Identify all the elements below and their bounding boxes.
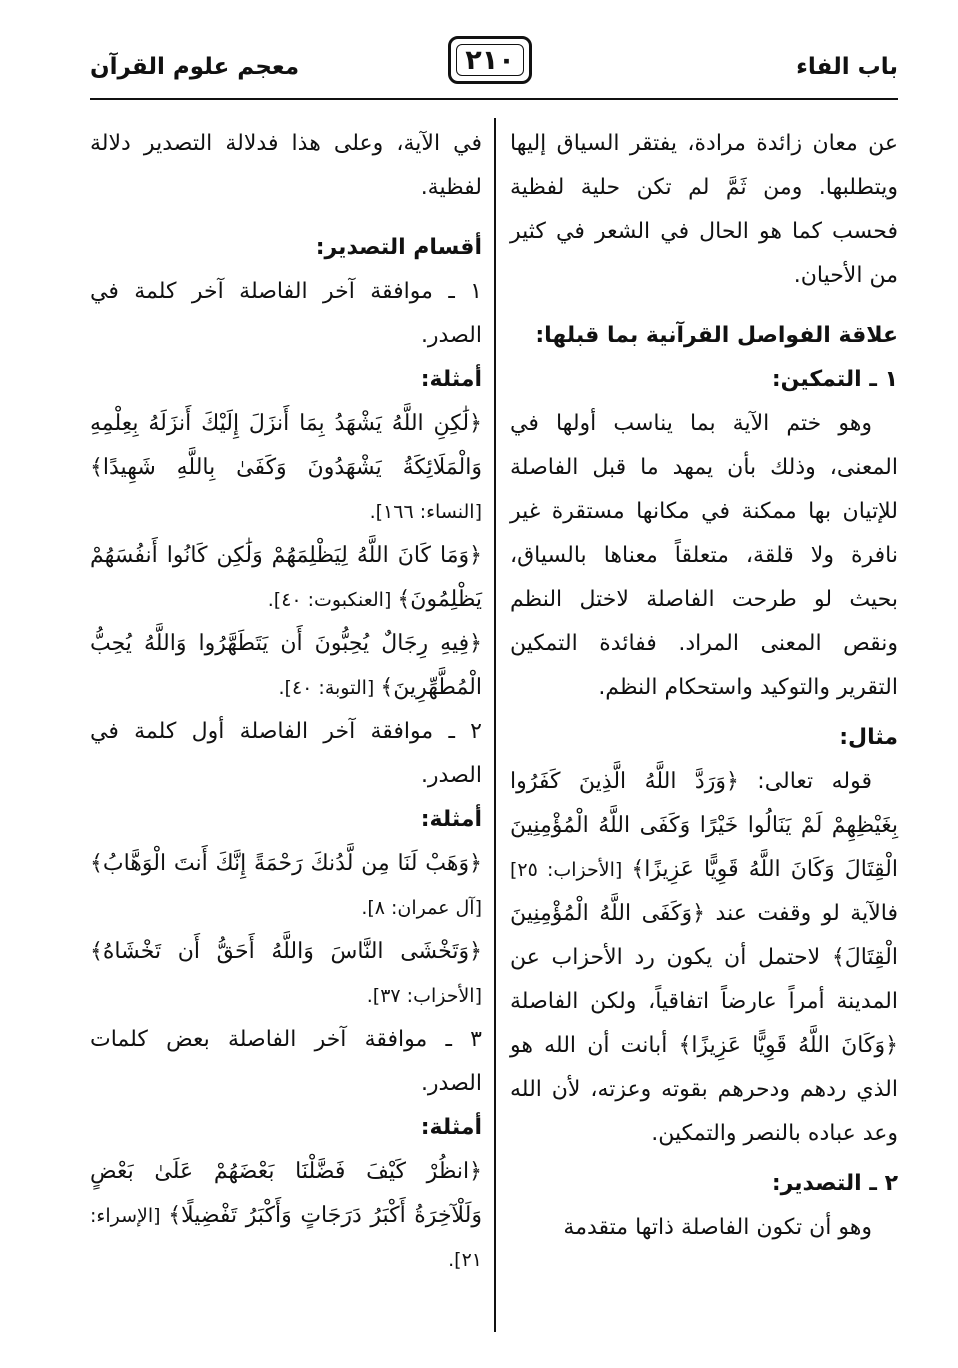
quran-verse: ﴿وَمَا كَانَ اللَّهُ لِيَظْلِمَهُمْ وَلَٰكِن كَانُوا أَنفُسَهُمْ يَظْلِمُونَ﴾	[90, 543, 482, 612]
paragraph: وهو ختم الآية بما يناسب أولها في المعنى، وذلك بأن يمهد ما قبل الفاصلة للإتيان بها ممكنة في مكانها مستقرة غير نافرة ولا قلقة، متعلقاً معناها بالسياق، بحيث لو طرحت الفاصلة لاختل النظم ونقص المعنى المراد. ففائدة التمكين التقرير والتوكيد واستحكام النظم.	[510, 411, 898, 700]
left-column	[90, 122, 482, 1332]
verse-reference: [العنكبوت: ٤٠].	[267, 589, 398, 611]
example-verse	[90, 622, 482, 710]
example-text: أبانت أن الله هو الذي ردهم ودحرهم بقوته وعزته، لأن الله وعد عباده بالنصر والتمكين.	[510, 1033, 898, 1146]
example-verse	[90, 534, 482, 622]
section-heading: علاقة الفواصل القرآنية بما قبلها:	[535, 323, 898, 348]
examples-heading: أمثلة:	[420, 807, 482, 832]
examples-heading: أمثلة:	[420, 367, 482, 392]
column-divider	[494, 118, 496, 1332]
paragraph: في الآية، وعلى هذا فدلالة التصدير دلالة لفظية.	[90, 131, 482, 200]
examples-heading: أمثلة:	[420, 1115, 482, 1140]
example-heading: مثال:	[839, 725, 898, 750]
paragraph: عن معان زائدة مرادة، يفتقر السياق إليها ويتطلبها. ومن ثَمَّ لم تكن حلية لفظية فحسب كما هو الحال في الشعر في كثير من الأحيان.	[510, 131, 898, 288]
subsection-heading: ١ ـ التمكين:	[771, 367, 898, 392]
quran-verse: ﴿وَتَخْشَى النَّاسَ وَاللَّهُ أَحَقُّ أَن تَخْشَاهُ﴾	[90, 939, 482, 964]
verse-reference: [الإسراء: ٢١].	[90, 1205, 482, 1271]
verse-reference: [الأحزاب: ٣٧].	[366, 985, 482, 1007]
subsection-heading: ٢ ـ التصدير:	[771, 1171, 898, 1196]
section-heading: أقسام التصدير:	[315, 235, 482, 260]
paragraph: وهو أن تكون الفاصلة ذاتها متقدمة	[563, 1215, 872, 1240]
list-item: ٣ ـ موافقة آخر الفاصلة بعض كلمات الصدر.	[90, 1027, 482, 1096]
example-verse	[90, 842, 482, 930]
verse-reference: [النساء: ١٦٦].	[369, 501, 482, 523]
verse-reference: [الأحزاب: ٢٥]	[510, 859, 632, 881]
example-lead: قوله تعالى:	[738, 769, 872, 794]
right-column	[510, 122, 898, 1332]
quran-verse: ﴿وَرَدَّ اللَّهُ الَّذِينَ كَفَرُوا بِغَيْظِهِمْ لَمْ يَنَالُوا خَيْرًا وَكَفَى اللَّهُ الْمُؤْمِنِينَ الْقِتَالَ وَكَانَ اللَّهُ قَوِيًّا عَزِيزًا﴾	[510, 769, 898, 882]
quran-verse: ﴿انظُرْ كَيْفَ فَضَّلْنَا بَعْضَهُمْ عَلَىٰ بَعْضٍ وَلَلْآخِرَةُ أَكْبَرُ دَرَجَاتٍ وَأَكْبَرُ تَفْضِيلًا﴾	[90, 1159, 483, 1228]
chapter-title: باب الفاء	[796, 54, 898, 80]
example-verse	[90, 1150, 482, 1282]
quran-verse: ﴿وَكَانَ اللَّهُ قَوِيًّا عَزِيزًا﴾	[678, 1033, 899, 1058]
verse-reference: [آل عمران: ٨].	[361, 897, 482, 919]
example-verse	[90, 402, 482, 534]
example-verse	[90, 930, 482, 1018]
page-number: ٢١٠	[465, 44, 515, 76]
list-item: ١ ـ موافقة آخر الفاصلة آخر كلمة في الصدر.	[90, 279, 482, 348]
list-item: ٢ ـ موافقة آخر الفاصلة أول كلمة في الصدر.	[90, 719, 482, 788]
book-title: معجم علوم القرآن	[90, 54, 300, 80]
example-text: لاحتمل أن يكون رد الأحزاب عن المدينة أمراً عارضاً اتفاقياً، ولكن الفاصلة	[510, 945, 898, 1014]
verse-reference: [التوبة: ٤٠].	[278, 677, 381, 699]
quran-verse: ﴿فِيهِ رِجَالٌ يُحِبُّونَ أَن يَتَطَهَّرُوا وَاللَّهُ يُحِبُّ الْمُطَّهِّرِينَ﴾	[90, 631, 482, 700]
example-text: فالآية لو وقفت عند	[705, 901, 898, 926]
quran-verse: ﴿لَٰكِنِ اللَّهُ يَشْهَدُ بِمَا أَنزَلَ إِلَيْكَ أَنزَلَهُ بِعِلْمِهِ وَالْمَلَائِكَةُ يَشْهَدُونَ وَكَفَىٰ بِاللَّهِ شَهِيدًا﴾	[90, 411, 482, 480]
page-header	[90, 36, 898, 100]
header-rule	[90, 98, 898, 100]
quran-verse: ﴿وَكَفَى اللَّهُ الْمُؤْمِنِينَ الْقِتَالَ﴾	[510, 901, 898, 970]
quran-verse: ﴿وَهَبْ لَنَا مِن لَّدُنكَ رَحْمَةً إِنَّكَ أَنتَ الْوَهَّابُ﴾	[90, 851, 482, 876]
example-paragraph	[510, 760, 898, 1156]
page-number-box	[448, 36, 532, 84]
